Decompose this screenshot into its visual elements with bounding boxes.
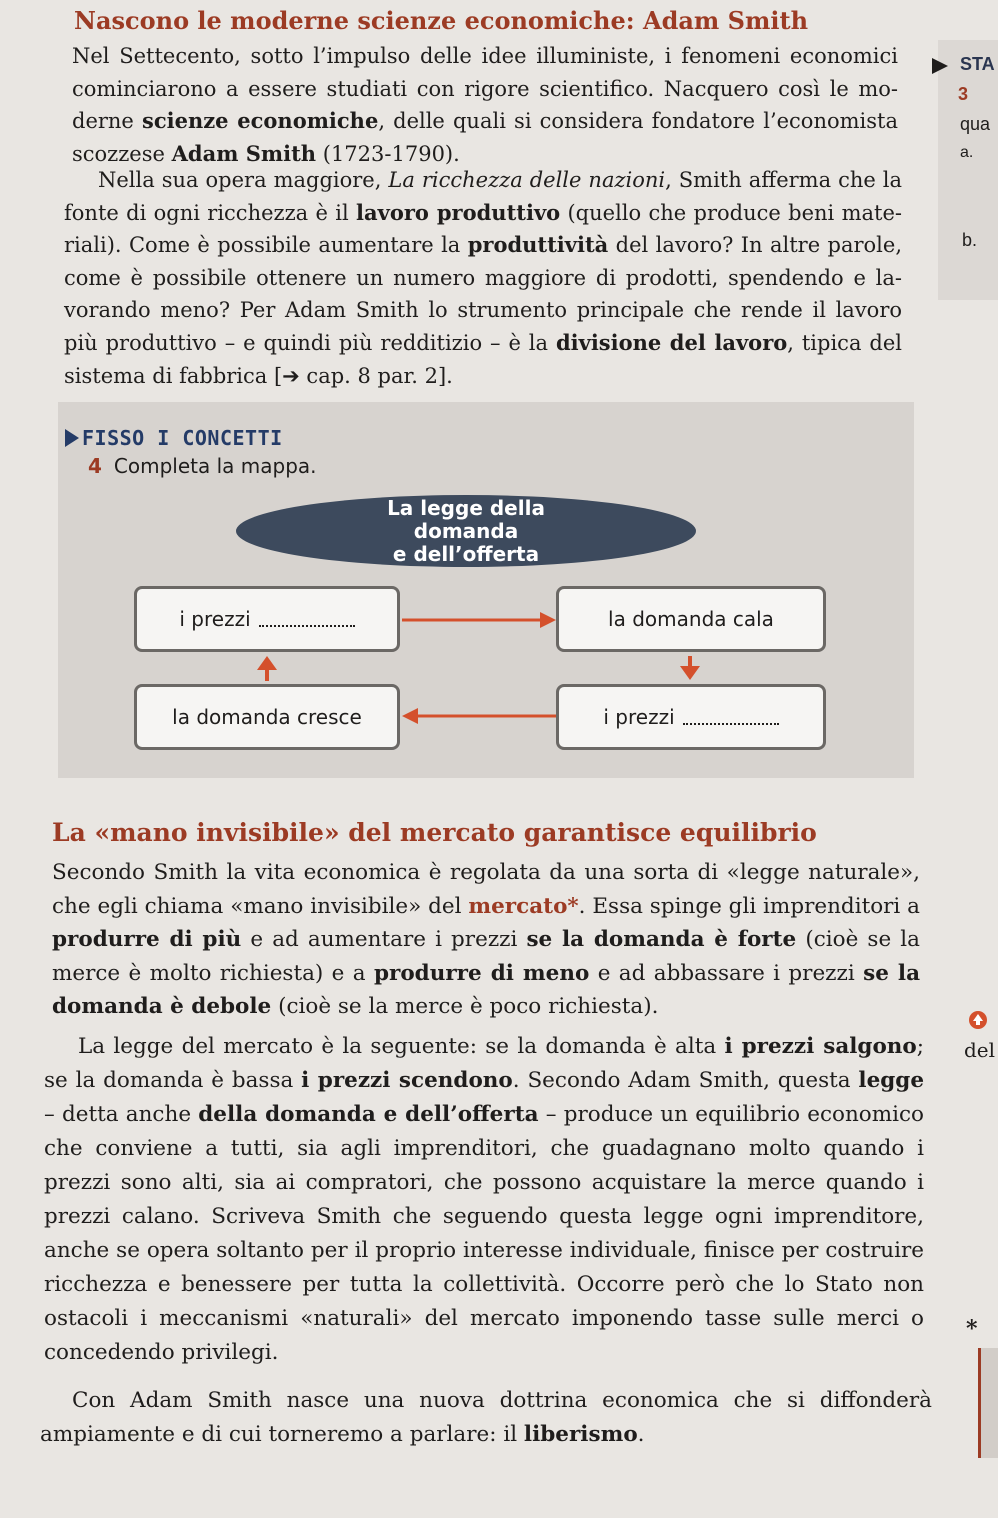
map-box-domanda-cresce [134, 684, 400, 750]
paragraph-ricchezza-nazioni [64, 164, 902, 392]
text-run: , tipica del sistema di fabbrica [➔ cap. 8 par. 2]. [64, 330, 902, 388]
margin-column [938, 40, 998, 300]
margin-sta: STA [960, 54, 995, 74]
bold-term: produttività [467, 232, 609, 258]
bold-term: produrre di meno [373, 960, 590, 986]
info-arrow-icon [968, 1010, 988, 1030]
map-box-label: i prezzi [179, 607, 251, 631]
text-run: del lavoro? In altre parole, come è possibile ottenere un numero maggiore di prodotti, spendendo e lavorando meno? Per Adam Smith lo strumento principale che rende il lavoro più produttivo – e quindi più redditizio – è la [64, 233, 902, 355]
exercise-instruction [88, 454, 317, 478]
paragraph-liberismo [40, 1384, 932, 1452]
bold-term: i prezzi salgono [724, 1034, 917, 1059]
map-box-prezzi-bottom [556, 684, 826, 750]
section-title-mano-invisibile: La «mano invisibile» del mercato garantisce equilibrio [52, 818, 817, 847]
map-box-label: i prezzi [603, 705, 675, 729]
margin-a: a. [960, 144, 974, 161]
map-arrow-up-icon [255, 654, 279, 682]
bold-term: se la domanda è debole [52, 960, 920, 1019]
map-arrow-down-icon [678, 654, 702, 682]
text-run: – produce un equilibrio economico che conviene a tutti, sia agli imprenditori, che guadagnano molto quando i prezzi sono alti, sia ai compratori, che possono acquistare la merce quando i prezzi calano. Scriveva Smith che seguendo questa legge ogni imprenditore, anche se opera soltanto per il proprio interesse individuale, finisce per costruire ricchezza e benessere per tutta la collettività. Occorre però che lo Stato non ostacoli i meccanismi «naturali» del mercato imponendo tasse sulle merci o concedendo privilegi. [44, 1102, 925, 1365]
map-arrow-left-icon [400, 706, 558, 726]
map-box-domanda-cala [556, 586, 826, 652]
margin-triangle-icon [930, 56, 950, 76]
map-box-label: la domanda cala [608, 607, 774, 631]
paragraph-legge-naturale [52, 856, 920, 1024]
bold-term: liberismo [523, 1422, 638, 1447]
bold-term: produrre di più [52, 927, 242, 952]
exercise-triangle-icon [64, 428, 80, 448]
text-run: ; se la domanda è bassa [44, 1034, 925, 1093]
glossary-asterisk: * [966, 1316, 978, 1342]
paragraph-legge-mercato [44, 1030, 924, 1370]
glossary-term: mercato* [468, 893, 579, 919]
bold-term: lavoro produttivo [356, 199, 561, 225]
italic-title: La ricchezza delle nazioni [388, 168, 666, 192]
bold-term: divisione del lavoro [555, 329, 788, 355]
text-run: (cioè se la merce è poco richiesta). [271, 994, 659, 1019]
margin-number: 3 [958, 84, 969, 104]
bold-term: legge [858, 1068, 924, 1093]
bold-term: Adam Smith [171, 140, 317, 166]
margin-del: del [964, 1038, 996, 1062]
bold-term: scienze economiche [142, 108, 379, 134]
fill-in-blank[interactable] [683, 709, 779, 725]
text-run: Nel Settecento, sotto l’impulso delle idee illuministe, i fenomeni economici cominciarono a essere studiati con rigore scientifico. Nacquero così le moderne [72, 44, 898, 134]
text-run: La legge del mercato è la seguente: se la domanda è alta [78, 1034, 725, 1059]
text-run: e ad abbassare i prezzi [589, 960, 864, 986]
bold-term: se la domanda è forte [526, 927, 797, 952]
exercise-number: 4 [88, 454, 102, 478]
exercise-header: FISSO I CONCETTI [82, 426, 283, 450]
margin-b: b. [962, 230, 978, 250]
text-run: e ad aumentare i prezzi [241, 927, 527, 952]
section-title-adam-smith: Nascono le moderne scienze economiche: Adam Smith [74, 6, 809, 35]
text-run: . Secondo Adam Smith, questa [512, 1068, 859, 1093]
bold-term: della domanda e dell’offerta [198, 1102, 539, 1127]
fill-in-blank[interactable] [259, 611, 355, 627]
map-box-prezzi-top [134, 586, 400, 652]
text-run: Nella sua opera maggiore, [98, 168, 389, 192]
bold-term: i prezzi scendono [301, 1068, 513, 1093]
text-run: Con Adam Smith nasce una nuova dottrina economica che si diffonderà ampiamente e di cui torneremo a parlare: il [40, 1388, 932, 1447]
text-run: . [637, 1422, 645, 1447]
text-run: (1723-1790). [316, 141, 460, 166]
map-box-label: la domanda cresce [172, 705, 362, 729]
text-run: . Essa spinge gli imprenditori a [578, 893, 920, 919]
text-run: – detta anche [44, 1102, 199, 1127]
glossary-side-bar [978, 1348, 998, 1458]
paragraph-illuminismo [72, 40, 898, 170]
text-run: Secondo Smith la vita economica è regolata da una sorta di «legge naturale», che egli chiama «mano invisibile» del [52, 860, 920, 919]
text-run: , Smith afferma che la fonte di ogni ricchezza è il [64, 168, 903, 225]
concept-map-title [236, 495, 696, 567]
margin-qua: qua [960, 114, 991, 134]
concept-map-title-line: La legge della [387, 495, 545, 520]
text-run: (quello che produce beni materiali). Come è possibile aumentare la [64, 200, 902, 258]
exercise-instruction-text: Completa la mappa. [113, 454, 317, 478]
text-run: (cioè se la merce è molto richiesta) e a [52, 927, 920, 986]
map-arrow-right-icon [400, 610, 558, 630]
concept-map-title-line: e dell’offerta [392, 541, 540, 566]
text-run: , delle quali si considera fondatore l’economista scozzese [72, 109, 898, 166]
concept-map-title-line: domanda [413, 518, 519, 543]
